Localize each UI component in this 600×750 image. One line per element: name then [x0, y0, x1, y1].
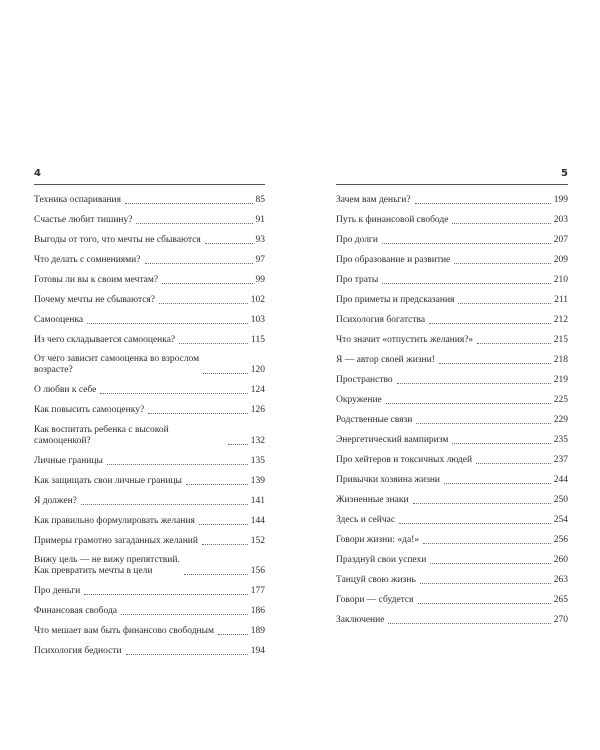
- header-rule: [34, 184, 265, 185]
- dot-leader: [382, 243, 551, 244]
- toc-entry-title: О любви к себе: [34, 384, 97, 395]
- toc-entry-title: Выгоды от того, что мечты не сбываются: [34, 234, 201, 245]
- toc-entry-page: 250: [553, 494, 568, 505]
- toc-entry[interactable]: [336, 570, 568, 590]
- toc-entry-page: 120: [250, 365, 265, 375]
- toc-entry-page: 141: [250, 495, 265, 506]
- dot-leader: [179, 343, 248, 344]
- toc-entry[interactable]: [34, 601, 265, 621]
- toc-entry-page: 124: [250, 384, 265, 395]
- toc-entry-page: 97: [255, 254, 265, 265]
- dot-leader: [162, 283, 252, 284]
- dot-leader: [382, 283, 550, 284]
- toc-entry-title: Пространство: [336, 374, 393, 385]
- toc-entry[interactable]: [336, 390, 568, 410]
- header-rule: [336, 184, 568, 185]
- page-number: 4: [34, 168, 41, 179]
- toc-entry-title: От чего зависит самооценка во взрослом возрасте?: [34, 354, 200, 375]
- toc-entry-title: Я должен?: [34, 495, 77, 506]
- toc-entry-title: Жизненные знаки: [336, 494, 409, 505]
- toc-entry[interactable]: [34, 270, 265, 290]
- toc-entry[interactable]: [336, 250, 568, 270]
- toc-entry-title: Заключение: [336, 614, 385, 625]
- toc-entry[interactable]: [34, 230, 265, 250]
- dot-leader: [107, 464, 248, 465]
- dot-leader: [199, 524, 248, 525]
- toc-entry-title: Как правильно формулировать желания: [34, 515, 195, 526]
- dot-leader: [439, 363, 551, 364]
- toc-entry[interactable]: [336, 330, 568, 350]
- toc-entry-title: Из чего складывается самооценка?: [34, 334, 176, 345]
- toc-entry[interactable]: [336, 210, 568, 230]
- toc-entry-title: Говори жизни: «да!»: [336, 534, 420, 545]
- toc-entry-page: 260: [553, 554, 568, 565]
- toc-entry[interactable]: [34, 330, 265, 350]
- toc-entry-title: Что делать с сомнениями?: [34, 254, 141, 265]
- dot-leader: [184, 574, 248, 575]
- toc-entry-page: 144: [250, 515, 265, 526]
- toc-entry-page: 265: [553, 594, 568, 605]
- toc-entry-title: Что мешает вам быть финансово свободным: [34, 625, 215, 636]
- toc-entry-page: 207: [553, 234, 568, 245]
- dot-leader: [121, 614, 248, 615]
- page-number: 5: [561, 168, 568, 179]
- toc-entry-title: Финансовая свобода: [34, 605, 118, 616]
- toc-entry[interactable]: [336, 290, 568, 310]
- toc-entry-page: 203: [553, 214, 568, 225]
- dot-leader: [388, 623, 550, 624]
- toc-entry-title: Привычки хозяина жизни: [336, 474, 441, 485]
- toc-entry[interactable]: [34, 451, 265, 471]
- toc-entry-title: Почему мечты не сбываются?: [34, 294, 156, 305]
- dot-leader: [136, 223, 252, 224]
- toc-entry-title: Личные границы: [34, 455, 103, 466]
- toc-entry[interactable]: [34, 511, 265, 531]
- dot-leader: [430, 563, 550, 564]
- toc-entry-page: 199: [553, 194, 568, 205]
- dot-leader: [429, 323, 551, 324]
- dot-leader: [415, 203, 551, 204]
- toc-entry[interactable]: [34, 491, 265, 511]
- toc-entry[interactable]: [336, 350, 568, 370]
- toc-entry-page: 219: [553, 374, 568, 385]
- toc-entry-page: 99: [255, 274, 265, 285]
- toc-entry-title: Говори — сбудется: [336, 594, 414, 605]
- toc-entry-page: 237: [553, 454, 568, 465]
- toc-entry[interactable]: [336, 230, 568, 250]
- toc-entry-page: 85: [255, 194, 265, 205]
- toc-entry-title: Самооценка: [34, 314, 84, 325]
- toc-entry[interactable]: [336, 270, 568, 290]
- toc-entry-page: 235: [553, 434, 568, 445]
- toc-entry-page: 270: [553, 614, 568, 625]
- toc-entry-page: 189: [250, 625, 265, 636]
- dot-leader: [397, 383, 551, 384]
- toc-entry-title: Родственные связи: [336, 414, 413, 425]
- dot-leader: [458, 303, 551, 304]
- toc-entry[interactable]: [34, 621, 265, 641]
- toc-entry-page: 225: [553, 394, 568, 405]
- dot-leader: [444, 483, 551, 484]
- toc-entry-page: 194: [250, 645, 265, 656]
- toc-entry-page: 212: [553, 314, 568, 325]
- toc-entry-page: 103: [250, 314, 265, 325]
- toc-entry-title: Здесь и сейчас: [336, 514, 396, 525]
- toc-entry-page: 211: [554, 294, 568, 305]
- toc-entry[interactable]: [34, 250, 265, 270]
- toc-entry-title: Окружение: [336, 394, 382, 405]
- toc-entry-title: Энергетический вампиризм: [336, 434, 449, 445]
- toc-entry[interactable]: [336, 470, 568, 490]
- toc-entry-page: 263: [553, 574, 568, 585]
- dot-leader: [477, 343, 551, 344]
- toc-entry-title: Как повысить самооценку?: [34, 404, 145, 415]
- toc-entry-title: Зачем вам деньги?: [336, 194, 411, 205]
- dot-leader: [454, 263, 550, 264]
- toc-entry[interactable]: [34, 551, 265, 581]
- toc-entry[interactable]: [336, 550, 568, 570]
- toc-entry-title: Про долги: [336, 234, 378, 245]
- toc-entry-page: 93: [255, 234, 265, 245]
- toc-entry-page: 209: [553, 254, 568, 265]
- dot-leader: [423, 543, 551, 544]
- toc-entry-title: Танцуй свою жизнь: [336, 574, 416, 585]
- dot-leader: [186, 484, 248, 485]
- toc-entry-page: 156: [250, 566, 265, 576]
- dot-leader: [145, 263, 253, 264]
- dot-leader: [420, 583, 551, 584]
- toc-entry[interactable]: [34, 531, 265, 551]
- toc-entry-title: Путь к финансовой свободе: [336, 214, 449, 225]
- toc-entry-title: Про траты: [336, 274, 379, 285]
- toc-list: [34, 190, 265, 661]
- dot-leader: [203, 373, 248, 374]
- toc-entry[interactable]: [336, 190, 568, 210]
- toc-entry-page: 215: [553, 334, 568, 345]
- toc-entry[interactable]: [34, 350, 265, 380]
- toc-entry[interactable]: [34, 310, 265, 330]
- dot-leader: [218, 634, 248, 635]
- toc-entry-page: 91: [255, 214, 265, 225]
- toc-entry[interactable]: [34, 380, 265, 400]
- toc-entry[interactable]: [34, 420, 265, 451]
- dot-leader: [228, 444, 248, 445]
- toc-entry[interactable]: [336, 410, 568, 430]
- toc-entry[interactable]: [34, 290, 265, 310]
- toc-entry[interactable]: [34, 190, 265, 210]
- toc-entry-page: 256: [553, 534, 568, 545]
- right-page: [336, 0, 568, 750]
- dot-leader: [148, 413, 248, 414]
- toc-entry-page: 126: [250, 404, 265, 415]
- toc-entry-page: 152: [250, 535, 265, 546]
- toc-entry-title: Про хейтеров и токсичных людей: [336, 454, 473, 465]
- toc-entry[interactable]: [336, 510, 568, 530]
- dot-leader: [81, 504, 248, 505]
- toc-list: [336, 190, 568, 630]
- toc-entry-title: Примеры грамотно загаданных желаний: [34, 535, 198, 546]
- dot-leader: [87, 323, 248, 324]
- dot-leader: [386, 403, 551, 404]
- dot-leader: [159, 303, 248, 304]
- dot-leader: [452, 443, 550, 444]
- toc-entry[interactable]: [34, 581, 265, 601]
- toc-entry[interactable]: [336, 490, 568, 510]
- toc-entry-page: 254: [553, 514, 568, 525]
- toc-entry-title: Про приметы и предсказания: [336, 294, 455, 305]
- toc-entry[interactable]: [34, 641, 265, 661]
- toc-entry-page: 135: [250, 455, 265, 466]
- toc-entry[interactable]: [34, 400, 265, 420]
- toc-entry[interactable]: [336, 530, 568, 550]
- dot-leader: [202, 544, 248, 545]
- dot-leader: [476, 463, 551, 464]
- toc-entry[interactable]: [336, 610, 568, 630]
- dot-leader: [126, 654, 248, 655]
- dot-leader: [452, 223, 550, 224]
- toc-entry[interactable]: [336, 450, 568, 470]
- toc-entry-page: 218: [553, 354, 568, 365]
- toc-entry-title: Вижу цель — не вижу препятствий. Как превратить мечты в цели: [34, 555, 180, 576]
- toc-entry[interactable]: [336, 430, 568, 450]
- toc-entry-title: Техника оспаривания: [34, 194, 121, 205]
- toc-entry-title: Про образование и развитие: [336, 254, 451, 265]
- toc-entry-title: Готовы ли вы к своим мечтам?: [34, 274, 159, 285]
- left-page: [34, 0, 265, 750]
- dot-leader: [416, 423, 550, 424]
- dot-leader: [413, 503, 551, 504]
- toc-entry-title: Психология богатства: [336, 314, 426, 325]
- toc-entry[interactable]: [34, 471, 265, 491]
- toc-entry[interactable]: [34, 210, 265, 230]
- toc-entry-page: 115: [251, 334, 265, 345]
- toc-entry-title: Я — автор своей жизни!: [336, 354, 435, 365]
- toc-entry-page: 102: [250, 294, 265, 305]
- toc-entry-page: 139: [250, 475, 265, 486]
- toc-entry-page: 132: [250, 435, 265, 446]
- toc-entry-title: Празднуй свои успехи: [336, 554, 427, 565]
- dot-leader: [125, 203, 253, 204]
- toc-entry-page: 210: [553, 274, 568, 285]
- dot-leader: [399, 523, 551, 524]
- toc-entry-page: 244: [553, 474, 568, 485]
- toc-entry[interactable]: [336, 370, 568, 390]
- toc-entry-page: 186: [250, 605, 265, 616]
- toc-entry-title: Психология бедности: [34, 645, 122, 656]
- dot-leader: [84, 594, 248, 595]
- dot-leader: [418, 603, 551, 604]
- toc-entry-title: Счастье любит тишину?: [34, 214, 133, 225]
- dot-leader: [205, 243, 253, 244]
- toc-entry-title: Что значит «отпустить желания?»: [336, 334, 474, 345]
- toc-entry-title: Как воспитать ребенка с высокой самооценкой?: [34, 424, 169, 446]
- toc-entry[interactable]: [336, 310, 568, 330]
- toc-entry-title: Как защищать свои личные границы: [34, 475, 182, 486]
- toc-entry-page: 229: [553, 414, 568, 425]
- toc-entry[interactable]: [336, 590, 568, 610]
- toc-entry-page: 177: [250, 585, 265, 596]
- dot-leader: [100, 393, 247, 394]
- toc-entry-title: Про деньги: [34, 585, 81, 596]
